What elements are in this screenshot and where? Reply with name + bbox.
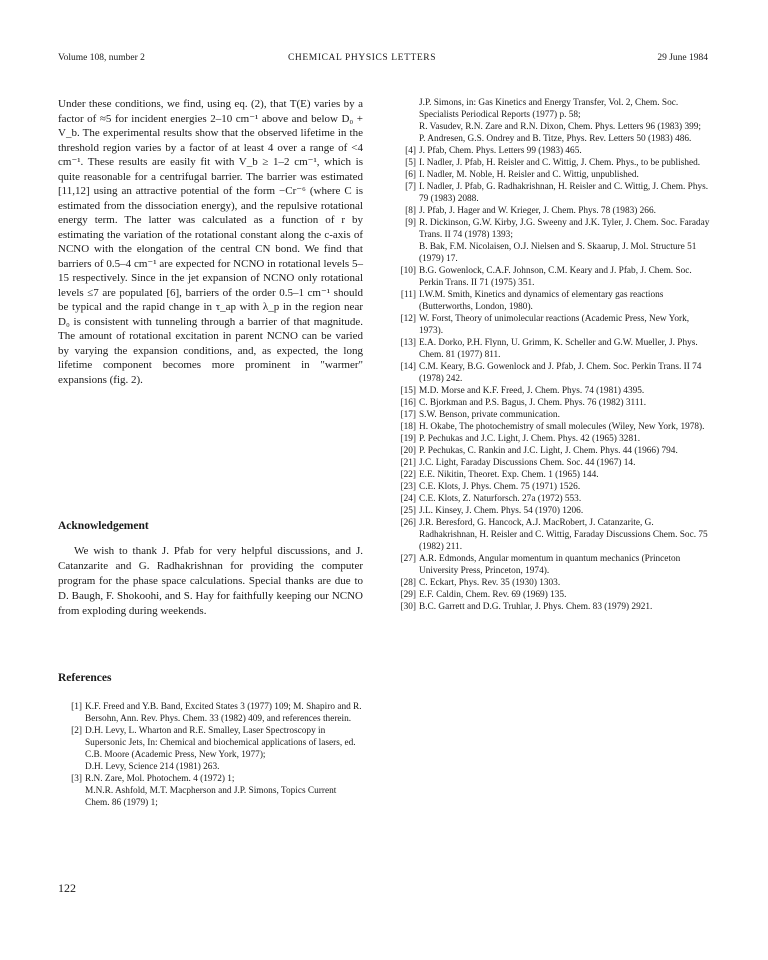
reference-item — [58, 701, 363, 725]
reference-number: [24] — [400, 494, 416, 504]
reference-number: [28] — [400, 578, 416, 588]
reference-text: M.D. Morse and K.F. Freed, J. Chem. Phys. 74 (1981) 4395. — [419, 386, 645, 396]
running-header — [58, 53, 708, 67]
reference-item — [392, 469, 712, 481]
reference-item — [392, 553, 712, 577]
reference-text: P. Pechukas, C. Rankin and J.C. Light, J. Chem. Phys. 44 (1966) 794. — [419, 446, 678, 456]
reference-text: J. Pfab, Chem. Phys. Letters 99 (1983) 465. — [419, 146, 582, 156]
reference-item — [392, 457, 712, 469]
reference-item — [392, 397, 712, 409]
reference-number: [18] — [400, 422, 416, 432]
journal-title: CHEMICAL PHYSICS LETTERS — [288, 53, 437, 63]
reference-number: [27] — [400, 554, 416, 564]
reference-text: B.C. Garrett and D.G. Truhlar, J. Phys. Chem. 83 (1979) 2921. — [419, 602, 653, 612]
reference-item — [58, 725, 363, 761]
reference-continuation: P. Andresen, G.S. Ondrey and B. Titze, Phys. Rev. Letters 50 (1983) 486. — [419, 134, 692, 144]
reference-text: C. Bjorkman and P.S. Bagus, J. Chem. Phys. 76 (1982) 3111. — [419, 398, 647, 408]
issue-date: 29 June 1984 — [657, 53, 708, 63]
reference-number: [14] — [400, 362, 416, 372]
reference-item — [392, 601, 712, 613]
reference-item — [392, 289, 712, 313]
reference-text: I.W.M. Smith, Kinetics and dynamics of elementary gas reactions (Butterworths, London, 1980). — [419, 290, 664, 312]
reference-text: S.W. Benson, private communication. — [419, 410, 560, 420]
reference-item — [392, 217, 712, 241]
reference-text: A.R. Edmonds, Angular momentum in quantum mechanics (Princeton University Press, Princeton, 1974). — [419, 554, 681, 576]
reference-number: [9] — [405, 218, 416, 228]
page-number: 122 — [58, 881, 76, 895]
reference-number: [23] — [400, 482, 416, 492]
reference-text: P. Pechukas and J.C. Light, J. Chem. Phys. 42 (1965) 3281. — [419, 434, 641, 444]
reference-continuation: R. Vasudev, R.N. Zare and R.N. Dixon, Chem. Phys. Letters 96 (1983) 399; — [419, 122, 701, 132]
reference-text: R. Dickinson, G.W. Kirby, J.G. Sweeny and J.K. Tyler, J. Chem. Soc. Faraday Trans. II 74 (1978) 1393; — [419, 218, 710, 240]
reference-continuation: B. Bak, F.M. Nicolaisen, O.J. Nielsen and S. Skaarup, J. Mol. Structure 51 (1979) 17. — [419, 242, 697, 264]
reference-item — [392, 181, 712, 205]
reference-number: [2] — [71, 726, 82, 736]
references-left-list — [58, 701, 363, 809]
acknowledgement-text: We wish to thank J. Pfab for very helpful discussions, and J. Catanzarite and G. Radhakrishnan for providing the computer program for the phase space calculations. Special thanks are due to D. Baugh, F. Shokoohi, and S. Hay for faithfully keeping our NCNO from exploding during weekends. — [58, 545, 363, 617]
reference-text: E.F. Caldin, Chem. Rev. 69 (1969) 135. — [419, 590, 567, 600]
reference-item — [392, 505, 712, 517]
reference-item — [392, 409, 712, 421]
reference-number: [6] — [405, 170, 416, 180]
reference-item — [392, 517, 712, 553]
reference-text: E.A. Dorko, P.H. Flynn, U. Grimm, K. Scheller and G.W. Mueller, J. Phys. Chem. 81 (1977) 811. — [419, 338, 698, 360]
reference-text: C.E. Klots, Z. Naturforsch. 27a (1972) 553. — [419, 494, 582, 504]
reference-continuation: D.H. Levy, Science 214 (1981) 263. — [85, 762, 220, 772]
reference-text: C.M. Keary, B.G. Gowenlock and J. Pfab, J. Chem. Soc. Perkin Trans. II 74 (1978) 242. — [419, 362, 702, 384]
reference-number: [7] — [405, 182, 416, 192]
reference-text: I. Nadler, M. Noble, H. Reisler and C. Wittig, unpublished. — [419, 170, 639, 180]
reference-text: J.R. Beresford, G. Hancock, A.J. MacRobert, J. Catanzarite, G. Radhakrishnan, H. Reisler and C. Wittig, Faraday Discussions Chem. Soc. 75 (1982) 211. — [419, 518, 708, 552]
reference-item — [392, 421, 712, 433]
reference-number: [17] — [400, 410, 416, 420]
reference-text: B.G. Gowenlock, C.A.F. Johnson, C.M. Keary and J. Pfab, J. Chem. Soc. Perkin Trans. II 71 (1975) 351. — [419, 266, 692, 288]
reference-text: C.E. Klots, J. Phys. Chem. 75 (1971) 1526. — [419, 482, 581, 492]
reference-text: D.H. Levy, L. Wharton and R.E. Smalley, Laser Spectroscopy in Supersonic Jets, In: Chemical and biochemical applications of lasers, ed. C.B. Moore (Academic Press, New York, 1977); — [85, 726, 356, 760]
reference-item — [392, 385, 712, 397]
reference-number: [10] — [400, 266, 416, 276]
acknowledgement-heading: Acknowledgement — [58, 520, 149, 532]
reference-text: K.F. Freed and Y.B. Band, Excited States 3 (1977) 109; M. Shapiro and R. Bersohn, Ann. Rev. Phys. Chem. 33 (1982) 409, and references therein. — [85, 702, 362, 724]
reference-text: J.L. Kinsey, J. Chem. Phys. 54 (1970) 1206. — [419, 506, 584, 516]
reference-number: [19] — [400, 434, 416, 444]
reference-number: [8] — [405, 206, 416, 216]
references-right-list — [392, 97, 712, 613]
reference-text: J.C. Light, Faraday Discussions Chem. Soc. 44 (1967) 14. — [419, 458, 636, 468]
reference-item — [58, 773, 363, 785]
reference-item — [392, 337, 712, 361]
main-paragraph: Under these conditions, we find, using eq. (2), that T(E) varies by a factor of ≈5 for incident energies 2–10 cm⁻¹ above and below D₀ + V_b. The experimental results show that the observed lifetime in the threshold region varies by a factor of at least 4 over a range of <4 cm⁻¹. These results are easily fit with V_b ≥ 1–2 cm⁻¹, which is quite reasonable for a centrifugal barrier. The barrier was estimated [11,12] using an attractive potential of the form −Cr⁻⁶ (where C is estimated from the dissociation energy), and the repulsive rotational energy term. The latter was calculated as a function of r by estimating the variation of the rotational constant along the c-axis of NCNO with the elongation of the central CN bond. We find that barriers of 0.5–4 cm⁻¹ are expected for NCNO in rotational levels 5–15 respectively. Since in the jet expansion of NCNO only rotational levels ≤7 are populated [6], barriers of the order 0.5–1 cm⁻¹ should be typical and the rapid change in τ_ap with λ_p in the region near D₀ is consistent with tunneling through a barrier of that magnitude. The amount of rotational excitation in parent NCNO can be varied by varying the expansion conditions, and, as expected, the long lifetime component becomes more prominent in "warmer" expansions (fig. 2). — [58, 98, 363, 386]
references-heading: References — [58, 672, 112, 684]
reference-number: [22] — [400, 470, 416, 480]
reference-number: [21] — [400, 458, 416, 468]
reference-item — [392, 157, 712, 169]
reference-continuation: J.P. Simons, in: Gas Kinetics and Energy Transfer, Vol. 2, Chem. Soc. Specialists Periodical Reports (1977) p. 58; — [419, 98, 679, 120]
reference-number: [16] — [400, 398, 416, 408]
reference-item — [392, 265, 712, 289]
reference-text: E.E. Nikitin, Theoret. Exp. Chem. 1 (1965) 144. — [419, 470, 599, 480]
reference-item — [392, 589, 712, 601]
reference-number: [4] — [405, 146, 416, 156]
reference-number: [1] — [71, 702, 82, 712]
reference-item — [392, 493, 712, 505]
reference-number: [30] — [400, 602, 416, 612]
reference-text: W. Forst, Theory of unimolecular reactions (Academic Press, New York, 1973). — [419, 314, 690, 336]
numbered-references — [392, 145, 712, 613]
reference-number: [29] — [400, 590, 416, 600]
reference-number: [26] — [400, 518, 416, 528]
reference-number: [12] — [400, 314, 416, 324]
reference-number: [11] — [400, 290, 416, 300]
reference-number: [25] — [400, 506, 416, 516]
reference-item — [392, 433, 712, 445]
reference-number: [15] — [400, 386, 416, 396]
reference-number: [5] — [405, 158, 416, 168]
reference-item — [392, 577, 712, 589]
reference-text: I. Nadler, J. Pfab, G. Radhakrishnan, H. Reisler and C. Wittig, J. Chem. Phys. 79 (1983) 2088. — [419, 182, 709, 204]
reference-text: C. Eckart, Phys. Rev. 35 (1930) 1303. — [419, 578, 561, 588]
volume-label: Volume 108, number 2 — [58, 53, 145, 63]
reference-text: I. Nadler, J. Pfab, H. Reisler and C. Wittig, J. Chem. Phys., to be published. — [419, 158, 701, 168]
reference-number: [3] — [71, 774, 82, 784]
reference-item — [392, 313, 712, 337]
reference-text: H. Okabe, The photochemistry of small molecules (Wiley, New York, 1978). — [419, 422, 705, 432]
reference-item — [392, 145, 712, 157]
reference-text: J. Pfab, J. Hager and W. Krieger, J. Chem. Phys. 78 (1983) 266. — [419, 206, 656, 216]
reference-continuation: M.N.R. Ashfold, M.T. Macpherson and J.P. Simons, Topics Current Chem. 86 (1979) 1; — [85, 786, 337, 808]
reference-number: [13] — [400, 338, 416, 348]
reference-item — [392, 361, 712, 385]
reference-item — [392, 445, 712, 457]
reference-number: [20] — [400, 446, 416, 456]
left-column — [58, 97, 363, 387]
reference-item — [392, 481, 712, 493]
reference-item — [392, 169, 712, 181]
reference-text: R.N. Zare, Mol. Photochem. 4 (1972) 1; — [85, 774, 235, 784]
reference-item — [392, 205, 712, 217]
